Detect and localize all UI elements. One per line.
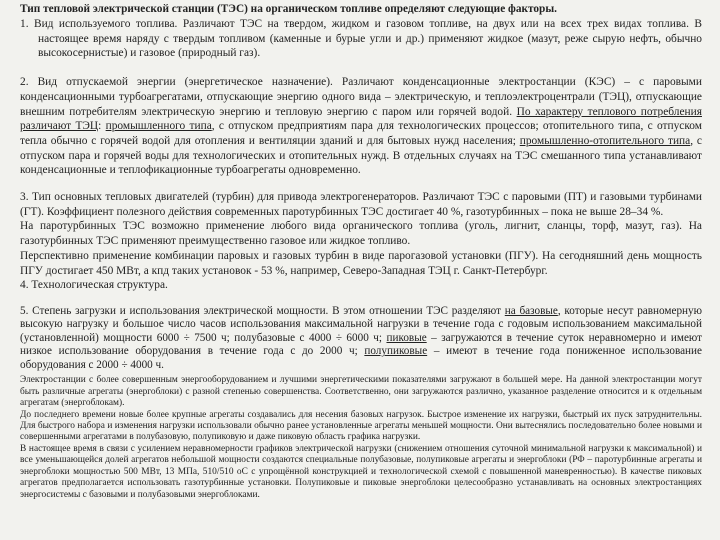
text-segment: , с отпуском пара и горячей воды для технологических и отопительных нужд. В отдельных случаях на ТЭС смешанного типа устанавливают конденсационные и теплофикационные турбоагрегаты одновременно. (20, 134, 702, 177)
text-segment: 4. Технологическая структура. (20, 279, 168, 292)
underlined-term: По характеру теплового потребления различают ТЭЦ (20, 105, 702, 133)
text-segment: , с отпуском предприятиям пара для технологических процессов; отопительного типа, с отпуском тепла обычно с горячей водой для отопления и вентиляции зданий и для бытовых нужд населения; (20, 120, 702, 147)
text-segment: 2. Вид отпускаемой энергии (энергетическое назначение). Различают конденсационные электростанции (КЭС) – с паровыми конденсационными турбоагрегатами, отпускающие энергию одного вида – электрическую, и теплоэлектроцентрали (ТЭЦ), отпускающие внешним потребителям электрическую энергию и тепловую энергию с паром или горячей водой. (20, 76, 702, 118)
factor-3-pgu-note (20, 249, 702, 278)
text-segment: 3. Тип основных тепловых двигателей (турбин) для привода электрогенераторов. Различают ТЭС с паровыми (ПТ) и газовыми турбинами (ГТ). Коэффициент полезного действия современных паротурбинных ТЭС достигает 40 %, газотурбинных – пока не выше 28–34 %. (20, 191, 702, 218)
text-segment: 1. Вид используемого топлива. Различают ТЭС на твердом, жидком и газовом топливе, на двух или на всех трех видах топлива. В настоящее время наряду с твердым топливом (каменные и бурые угли и др.) применяют жидкое (мазут, реже сырую нефть, обычно высокосернистые) и газовое (природный газ). (20, 18, 702, 60)
factor-3-fuel-note (20, 219, 702, 248)
underlined-term: пиковые (386, 331, 427, 344)
text-segment: До последнего времени новые более крупные агрегаты создавались для несения базовых нагрузок. Быстрое изменение их нагрузки, быстрый их пуск затруднительны. Для быстрого набора и изменения нагрузки использовали обычно ранее установленные агрегаты меньшей мощности. Они вытеснялись последовательно более новыми и совершенными агрегатами в полубазовую, полупиковую и даже пиковую область графика нагрузки. (20, 409, 702, 443)
text-segment: : (98, 120, 106, 133)
text-segment: Перспективно применение комбинации паровых и газовых турбин в виде парогазовой установки (ПГУ). На сегодняшний день мощность ПГУ достигает 450 МВт, а кпд таких установок - 53 %, например, Северо-Западная ТЭЦ г. Санкт-Петербург. (20, 249, 702, 277)
text-segment: 5. Степень загрузки и использования электрической мощности. В этом отношении ТЭС разделяют (20, 304, 505, 317)
factor-4-structure (20, 278, 702, 293)
factor-2-energy-type (20, 75, 702, 178)
text-segment: В настоящее время в связи с усилением неравномерности графиков электрической нагрузки (снижением отношения суточной минимальной нагрузки к максимальной) и все уменьшающейся долей агрегатов небольшой мощности создаются специальные полубазовые, полупиковые агрегаты и энергоблоки (РФ – паротурбинные агрегаты и энергоблоки мощностью 500 МВт, 13 МПа, 510/510 оС с упрощённой конструкцией и технологической схемой с повышенной маневренностью). В качестве пиковых агрегатов предполагается использовать газотурбинные установки. Полупиковые и пиковые энергоблоки целесообразно устанавливать на основных электростанциях энергосистемы с базовыми и полубазовыми энергоблоками. (20, 443, 702, 500)
paragraph-new-units (20, 410, 702, 444)
underlined-term: промышленного типа (105, 120, 212, 133)
paragraph-current-practice (20, 444, 702, 501)
text-segment: На паротурбинных ТЭС возможно применение любого вида органического топлива (уголь, лигнит, сланцы, торф, мазут, газ). На газотурбинных ТЭС применяют преимущественно газовое или жидкое топливо. (20, 220, 702, 248)
factor-1-fuel-type (20, 17, 702, 61)
document-title: Тип тепловой электрической станции (ТЭС) на органическом топливе определяют следующие факторы. (20, 3, 557, 15)
text-segment: , которые несут равномерную высокую нагрузку и большое число часов использования максимальной нагрузки в течение года с годовым использованием максимальной (установленной) мощности 6000 ÷ 7500 ч; полубазовые с 4000 ÷ 6000 ч; (20, 304, 702, 344)
text-segment: – имеют в течение года пониженное использование оборудования с 2000 ÷ 4000 ч. (20, 345, 702, 371)
factor-3-turbine-type (20, 190, 702, 219)
underlined-term: полупиковые (364, 345, 428, 358)
underlined-term: промышленно-отопительного типа (519, 134, 691, 147)
document-page (20, 2, 702, 501)
text-segment: – загружаются в течение суток неравномерно и имеют низкое использование оборудования в течение года с до 2000 ч; (20, 331, 703, 358)
text-segment: Электростанции с более совершенным энергооборудованием и лучшими энергетическими показателями загружают в большей мере. На данной электростанции могут быть различные агрегаты (энергоблоки) с разной степенью совершенства. Соответственно, они загружаются различно, указанное разделение относится и к отдельным агрегатам (энергоблокам). (20, 375, 702, 409)
underlined-term: на базовые (504, 304, 558, 317)
factor-5-load-degree (20, 305, 702, 373)
paragraph-equipment-loading (20, 375, 702, 409)
